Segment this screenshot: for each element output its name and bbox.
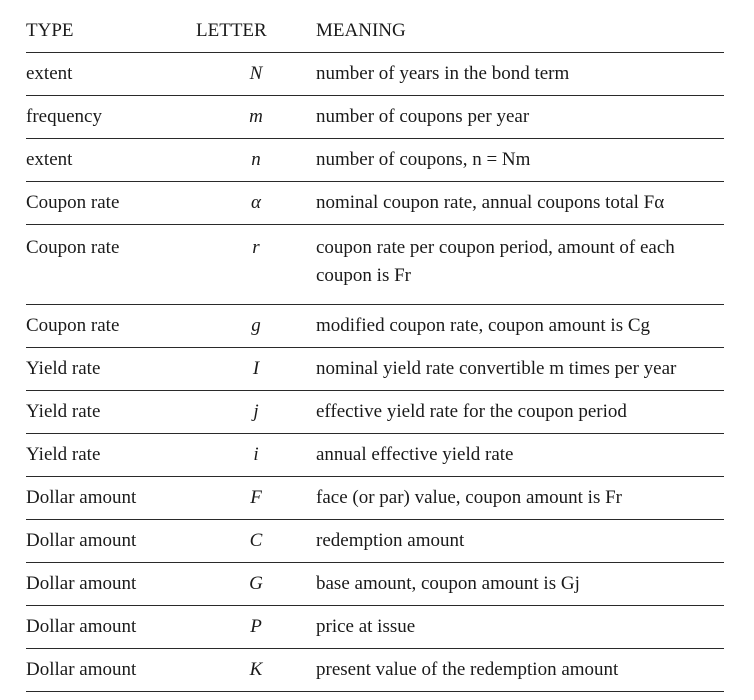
header-type: TYPE bbox=[26, 10, 196, 53]
letter-cell: i bbox=[196, 434, 316, 477]
bond-notation-table bbox=[26, 10, 724, 692]
letter-cell: N bbox=[196, 53, 316, 96]
type-cell: Dollar amount bbox=[26, 649, 196, 692]
header-meaning: MEANING bbox=[316, 10, 724, 53]
table-row bbox=[26, 348, 724, 391]
type-cell: extent bbox=[26, 139, 196, 182]
letter-cell: g bbox=[196, 305, 316, 348]
meaning-cell: effective yield rate for the coupon period bbox=[316, 391, 724, 434]
table-row bbox=[26, 139, 724, 182]
table-row bbox=[26, 225, 724, 305]
meaning-cell: redemption amount bbox=[316, 520, 724, 563]
letter-cell: F bbox=[196, 477, 316, 520]
type-cell: Coupon rate bbox=[26, 225, 196, 305]
letter-cell: K bbox=[196, 649, 316, 692]
type-cell: Coupon rate bbox=[26, 305, 196, 348]
table-row bbox=[26, 305, 724, 348]
meaning-cell: number of coupons per year bbox=[316, 96, 724, 139]
header-row bbox=[26, 10, 724, 53]
type-cell: Dollar amount bbox=[26, 563, 196, 606]
type-cell: Dollar amount bbox=[26, 606, 196, 649]
letter-cell: G bbox=[196, 563, 316, 606]
meaning-cell: nominal coupon rate, annual coupons total Fα bbox=[316, 182, 724, 225]
type-cell: Yield rate bbox=[26, 434, 196, 477]
letter-cell: P bbox=[196, 606, 316, 649]
meaning-cell: base amount, coupon amount is Gj bbox=[316, 563, 724, 606]
meaning-cell: annual effective yield rate bbox=[316, 434, 724, 477]
meaning-cell: present value of the redemption amount bbox=[316, 649, 724, 692]
type-cell: frequency bbox=[26, 96, 196, 139]
type-cell: Dollar amount bbox=[26, 520, 196, 563]
table-row bbox=[26, 477, 724, 520]
meaning-cell: face (or par) value, coupon amount is Fr bbox=[316, 477, 724, 520]
table-row bbox=[26, 606, 724, 649]
table-row bbox=[26, 182, 724, 225]
letter-cell: n bbox=[196, 139, 316, 182]
meaning-cell: modified coupon rate, coupon amount is Cg bbox=[316, 305, 724, 348]
letter-cell: I bbox=[196, 348, 316, 391]
meaning-cell: price at issue bbox=[316, 606, 724, 649]
letter-cell: m bbox=[196, 96, 316, 139]
meaning-cell: nominal yield rate convertible m times per year bbox=[316, 348, 724, 391]
table-row bbox=[26, 649, 724, 692]
table-row bbox=[26, 391, 724, 434]
type-cell: Coupon rate bbox=[26, 182, 196, 225]
letter-cell: j bbox=[196, 391, 316, 434]
meaning-cell: number of years in the bond term bbox=[316, 53, 724, 96]
table-row bbox=[26, 520, 724, 563]
table-row bbox=[26, 434, 724, 477]
letter-cell: C bbox=[196, 520, 316, 563]
type-cell: Dollar amount bbox=[26, 477, 196, 520]
table-row bbox=[26, 563, 724, 606]
table-row bbox=[26, 53, 724, 96]
header-letter: LETTER bbox=[196, 10, 316, 53]
meaning-cell: coupon rate per coupon period, amount of each coupon is Fr bbox=[316, 225, 724, 305]
meaning-cell: number of coupons, n = Nm bbox=[316, 139, 724, 182]
letter-cell: α bbox=[196, 182, 316, 225]
type-cell: Yield rate bbox=[26, 391, 196, 434]
type-cell: extent bbox=[26, 53, 196, 96]
letter-cell: r bbox=[196, 225, 316, 305]
type-cell: Yield rate bbox=[26, 348, 196, 391]
table-row bbox=[26, 96, 724, 139]
